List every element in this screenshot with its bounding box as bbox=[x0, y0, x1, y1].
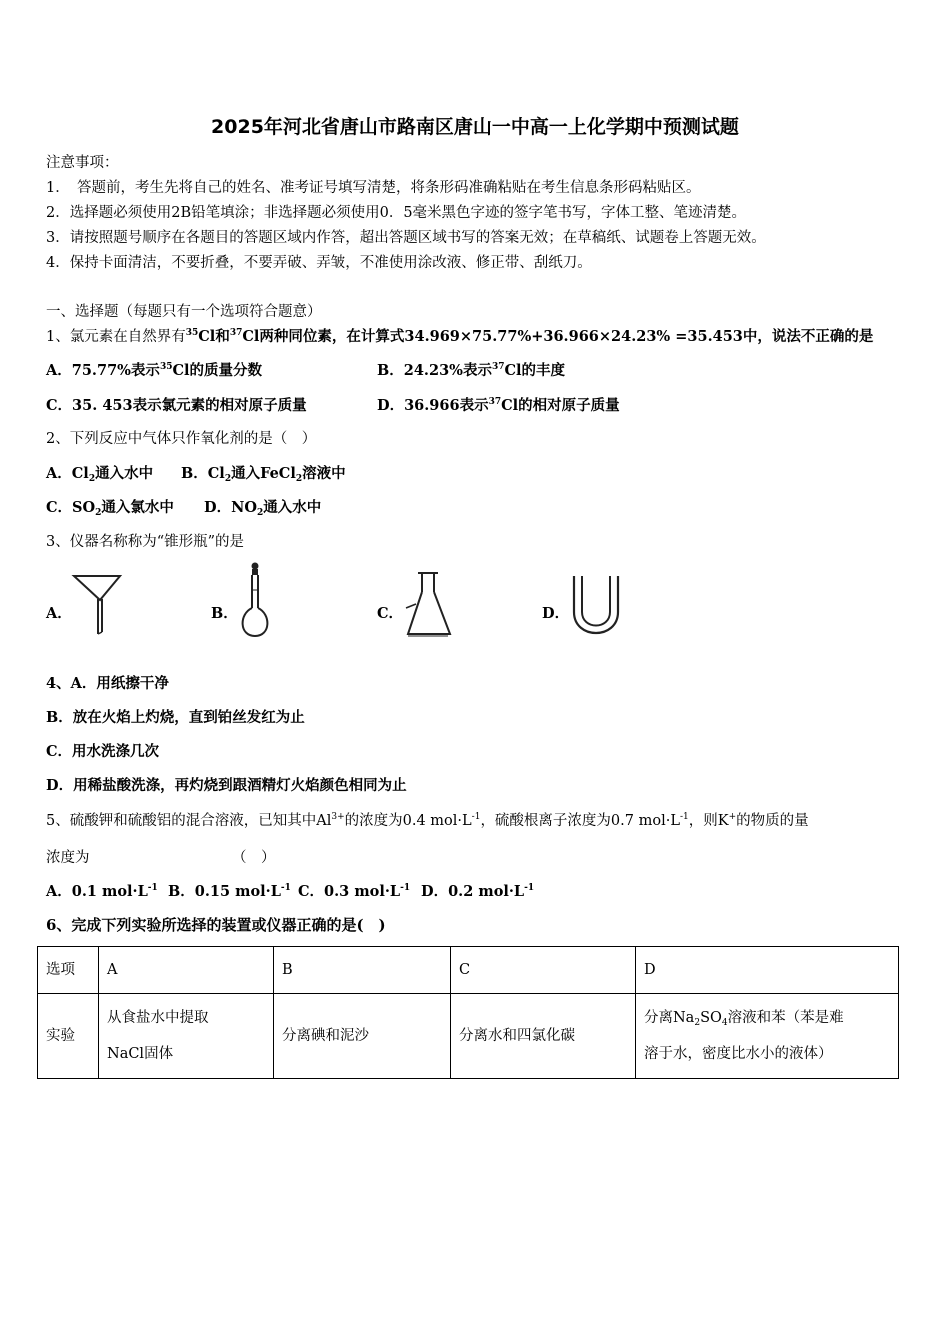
table-header-cell: B bbox=[274, 947, 451, 994]
table-cell-b: 分离碘和泥沙 bbox=[274, 994, 451, 1079]
question-5-option-c[interactable]: C．0.3 $mol\cdot L^{-1}$ bbox=[298, 883, 411, 900]
question-1-option-b[interactable]: B．24.23%表示$^{37}$Cl的丰度 bbox=[377, 362, 566, 379]
u-tube-icon bbox=[560, 560, 640, 642]
notice-item-3: 3．请按照题号顺序在各题目的答题区域内作答，超出答题区域书写的答案无效；在草稿纸、试题卷上答题无效。 bbox=[46, 230, 766, 246]
table-cell-d: 分离$Na_2SO_4$溶液和苯（苯是难 溶于水，密度比水小的液体） bbox=[636, 994, 899, 1079]
notice-item-1: 1． 答题前，考生先将自己的姓名、准考证号填写清楚，将条形码准确粘贴在考生信息条形码粘贴区。 bbox=[46, 180, 701, 196]
question-2-option-a[interactable]: A．$Cl_2$通入水中 bbox=[46, 465, 154, 484]
question-1-option-d[interactable]: D．36.966表示$^{37}$Cl的相对原子质量 bbox=[377, 397, 620, 414]
notice-item-2: 2．选择题必须使用2B铅笔填涂；非选择题必须使用0．5毫米黑色字迹的签字笔书写，字体工整、笔迹清楚。 bbox=[46, 205, 747, 221]
notice-heading: 注意事项： bbox=[46, 155, 119, 171]
question-3-stem: 3、仪器名称称为“锥形瓶”的是 bbox=[46, 534, 245, 550]
question-1-option-c[interactable]: C．35. 453表示氯元素的相对原子质量 bbox=[46, 397, 307, 414]
table-header-row bbox=[38, 947, 899, 994]
question-4-option-b[interactable]: B．放在火焰上灼烧，直到铂丝发红为止 bbox=[46, 709, 305, 726]
question-4-option-d[interactable]: D．用稀盐酸洗涤，再灼烧到跟酒精灯火焰颜色相同为止 bbox=[46, 777, 407, 794]
question-5-stem-continued: 浓度为 bbox=[46, 850, 90, 866]
page-title: 2025年河北省唐山市路南区唐山一中高一上化学期中预测试题 bbox=[211, 116, 739, 138]
question-6-stem: 6、完成下列实验所选择的装置或仪器正确的是( ) bbox=[46, 916, 386, 934]
table-header-cell: D bbox=[636, 947, 899, 994]
question-3-option-a[interactable]: A． bbox=[46, 605, 72, 622]
table-header-cell: A bbox=[99, 947, 274, 994]
question-2-stem: 2、下列反应中气体只作氧化剂的是（ ） bbox=[46, 431, 317, 447]
question-4-option-a[interactable]: 4、A．用纸擦干净 bbox=[46, 675, 169, 692]
conical-flask-icon bbox=[392, 560, 472, 642]
table-header-cell: C bbox=[451, 947, 636, 994]
question-5-option-b[interactable]: B．0.15 $mol\cdot L^{-1}$ bbox=[168, 883, 291, 900]
question-4-option-c[interactable]: C．用水洗涤几次 bbox=[46, 743, 160, 760]
question-1-option-a[interactable]: A．75.77%表示$^{35}$Cl的质量分数 bbox=[46, 362, 263, 379]
question-5-option-a[interactable]: A．0.1 $mol\cdot L^{-1}$ bbox=[46, 883, 158, 900]
table-row bbox=[38, 994, 899, 1079]
notice-item-4: 4．保持卡面清洁，不要折叠，不要弄破、弄皱，不准使用涂改液、修正带、刮纸刀。 bbox=[46, 255, 592, 271]
question-2-option-c[interactable]: C．$SO_2$通入氯水中 bbox=[46, 499, 174, 518]
question-2-option-d[interactable]: D．$NO_2$通入水中 bbox=[204, 499, 322, 518]
question-3-option-c[interactable]: C． bbox=[377, 605, 404, 622]
question-1-stem: 1、氯元素在自然界有$^{35}$Cl和$^{37}$Cl两种同位素，在计算式34.969×75.77%+36.966×24.23% =35.453中，说法不正确的是 bbox=[46, 328, 874, 345]
table-row-label: 实验 bbox=[38, 994, 99, 1079]
table-header-cell: 选项 bbox=[38, 947, 99, 994]
question-3-option-b[interactable]: B． bbox=[211, 605, 238, 622]
question-3-option-d[interactable]: D． bbox=[542, 605, 570, 622]
table-cell-c: 分离水和四氯化碳 bbox=[451, 994, 636, 1079]
question-2-option-b[interactable]: B．$Cl_2$通入FeCl$_2$溶液中 bbox=[181, 465, 346, 484]
question-5-answer-paren: （ ） bbox=[232, 850, 276, 866]
question-5-stem: 5、硫酸钾和硫酸铝的混合溶液，已知其中$Al^{3+}$的浓度为0.4 $mol\cdot L^{-1}$，硫酸根离子浓度为0.7 $mol\cdot L^{-1}$，则K+的物质的量 bbox=[46, 812, 809, 829]
question-6-table bbox=[37, 946, 899, 1079]
question-5-option-d[interactable]: D．0.2 $mol\cdot L^{-1}$ bbox=[421, 883, 535, 900]
volumetric-flask-icon bbox=[217, 560, 297, 642]
funnel-icon bbox=[62, 560, 142, 642]
table-cell-a: 从食盐水中提取 NaCl固体 bbox=[99, 994, 274, 1079]
section-heading: 一、选择题（每题只有一个选项符合题意） bbox=[46, 304, 322, 320]
